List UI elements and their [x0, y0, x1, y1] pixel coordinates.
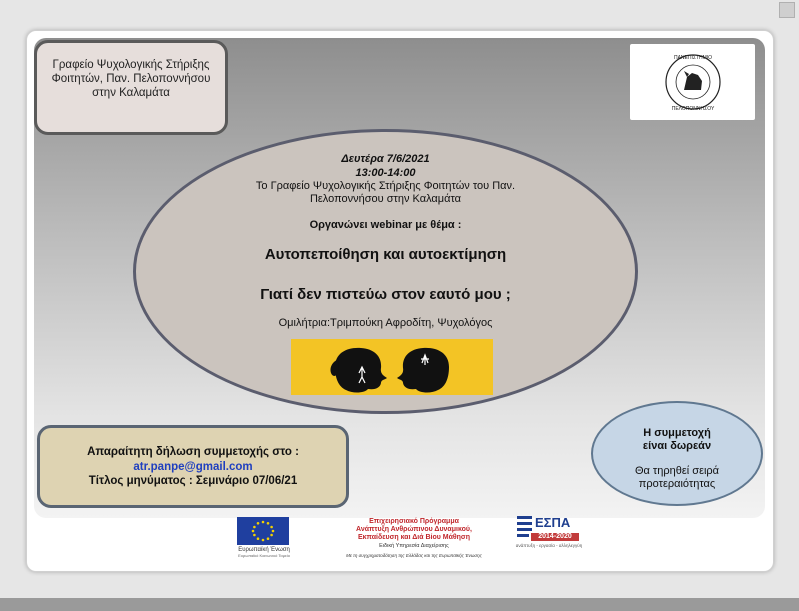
event-date: Δευτέρα 7/6/2021: [341, 153, 430, 165]
bottom-stripe: [0, 598, 799, 611]
event-organizer-line1: Το Γραφείο Ψυχολογικής Στήριξης Φοιτητών του Παν.: [255, 180, 516, 192]
event-topic-title: Αυτοπεποίθηση και αυτοεκτίμηση: [264, 246, 507, 263]
heads-illustration: [291, 339, 493, 395]
program-line1: Επιχειρησιακό Πρόγραμμα: [369, 518, 459, 525]
program-line2: Ανάπτυξη Ανθρώπινου Δυναμικού,: [356, 526, 472, 533]
event-webinar-label: Οργανώνει webinar με θέμα :: [309, 219, 462, 231]
registration-instruction: Απαραίτητη δήλωση συμμετοχής στο :: [87, 446, 299, 458]
svg-text:ΠΑΝΕΠΙΣΤΗΜΙΟ: ΠΑΝΕΠΙΣΤΗΜΙΟ: [673, 55, 713, 61]
heads-illustration-icon: [291, 339, 493, 395]
office-label-line3: στην Καλαμάτα: [92, 87, 170, 99]
registration-subject: Τίτλος μηνύματος : Σεμινάριο 07/06/21: [88, 475, 298, 487]
event-topic-subtitle: Γιατί δεν πιστεύω στον εαυτό μου ;: [260, 286, 511, 303]
university-seal-icon: [663, 46, 723, 118]
registration-email[interactable]: atr.panpe@gmail.com: [133, 461, 253, 473]
participation-free-line2: είναι δωρεάν: [642, 440, 712, 452]
program-line3: Εκπαίδευση και Διά Βίου Μάθηση: [357, 534, 471, 541]
program-line5: Με τη συγχρηματοδότηση της Ελλάδας και της Ευρωπαϊκής Ένωσης: [346, 553, 482, 558]
corner-mark: [779, 2, 795, 18]
event-organizer-line2: Πελοποννήσου στην Καλαμάτα: [309, 193, 462, 205]
program-line4: Ειδική Υπηρεσία Διαχείρισης: [379, 543, 449, 549]
eu-label: Ευρωπαϊκή Ένωση: [238, 547, 290, 553]
espa-years: 2014-2020: [531, 533, 579, 541]
participation-free-line1: Η συμμετοχή: [643, 427, 711, 439]
event-speaker: Ομιλήτρια:Τριμπούκη Αφροδίτη, Ψυχολόγος: [278, 317, 493, 329]
office-label-line1: Γραφείο Ψυχολογικής Στήριξης: [52, 59, 210, 71]
university-logo: [630, 44, 755, 120]
office-label-box: [34, 40, 228, 135]
office-label-line2: Φοιτητών, Παν. Πελοποννήσου: [51, 73, 211, 85]
eu-sublabel: Ευρωπαϊκό Κοινωνικό Ταμείο: [238, 553, 290, 558]
event-time: 13:00-14:00: [355, 167, 416, 179]
registration-box: [37, 425, 349, 508]
espa-title: ΕΣΠΑ: [535, 515, 571, 530]
eu-flag-icon: [237, 517, 289, 545]
participation-priority-line2: προτεραιότητας: [638, 478, 716, 490]
participation-priority-line1: Θα τηρηθεί σειρά: [634, 465, 720, 477]
eu-stars-icon: [237, 517, 289, 545]
svg-text:ΠΕΛΟΠΟΝΝΗΣΟΥ: ΠΕΛΟΠΟΝΝΗΣΟΥ: [671, 106, 715, 112]
event-organizer: [133, 180, 638, 206]
participation-note: [591, 401, 763, 506]
espa-tagline: ανάπτυξη - εργασία - αλληλεγγύη: [515, 543, 583, 548]
